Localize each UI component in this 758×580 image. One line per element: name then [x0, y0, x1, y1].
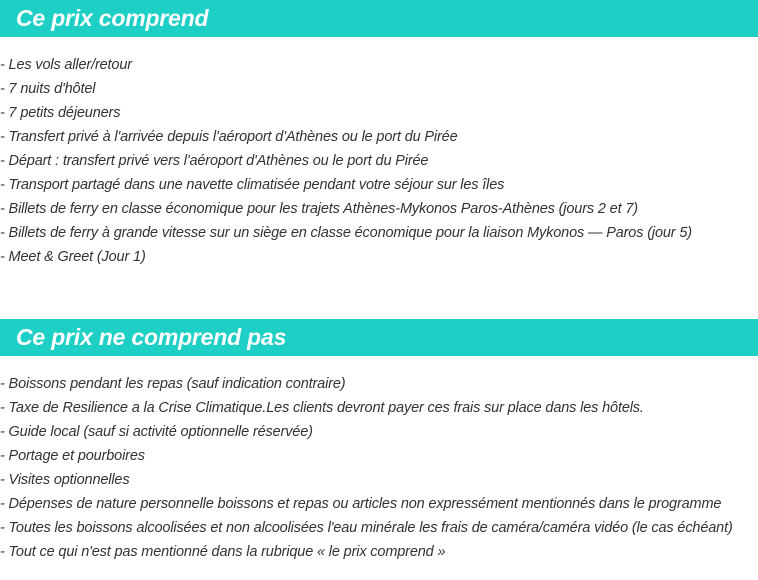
- list-item: - Portage et pourboires: [0, 448, 145, 464]
- list-item: - Départ : transfert privé vers l'aéroport d'Athènes ou le port du Pirée: [0, 153, 429, 169]
- price-includes-list: [0, 53, 692, 269]
- list-item: - Les vols aller/retour: [0, 57, 132, 73]
- list-item: - Toutes les boissons alcoolisées et non alcoolisées l'eau minérale les frais de caméra/caméra vidéo (le cas échéant): [0, 520, 733, 536]
- list-item: - Tout ce qui n'est pas mentionné dans la rubrique « le prix comprend »: [0, 544, 446, 560]
- list-item: - 7 nuits d'hôtel: [0, 81, 96, 97]
- price-excludes-header: [0, 319, 758, 356]
- price-includes-title: Ce prix comprend: [16, 5, 209, 31]
- price-excludes-title: Ce prix ne comprend pas: [16, 324, 287, 350]
- list-item: - Dépenses de nature personnelle boissons et repas ou articles non expressément mentionnés dans le programme: [0, 496, 722, 512]
- list-item: - Visites optionnelles: [0, 472, 130, 488]
- list-item: - Transfert privé à l'arrivée depuis l'aéroport d'Athènes ou le port du Pirée: [0, 129, 458, 145]
- list-item: - Meet & Greet (Jour 1): [0, 249, 146, 265]
- price-excludes-list: [0, 372, 733, 564]
- list-item: - Boissons pendant les repas (sauf indication contraire): [0, 376, 346, 392]
- list-item: - 7 petits déjeuners: [0, 105, 121, 121]
- list-item: - Billets de ferry à grande vitesse sur un siège en classe économique pour la liaison Mykonos — Paros (jour 5): [0, 225, 692, 241]
- list-item: - Guide local (sauf si activité optionnelle réservée): [0, 424, 313, 440]
- price-includes-header: [0, 0, 758, 37]
- list-item: - Transport partagé dans une navette climatisée pendant votre séjour sur les îles: [0, 177, 505, 193]
- list-item: - Taxe de Resilience a la Crise Climatique.Les clients devront payer ces frais sur place dans les hôtels.: [0, 400, 644, 416]
- list-item: - Billets de ferry en classe économique pour les trajets Athènes-Mykonos Paros-Athènes (jours 2 et 7): [0, 201, 638, 217]
